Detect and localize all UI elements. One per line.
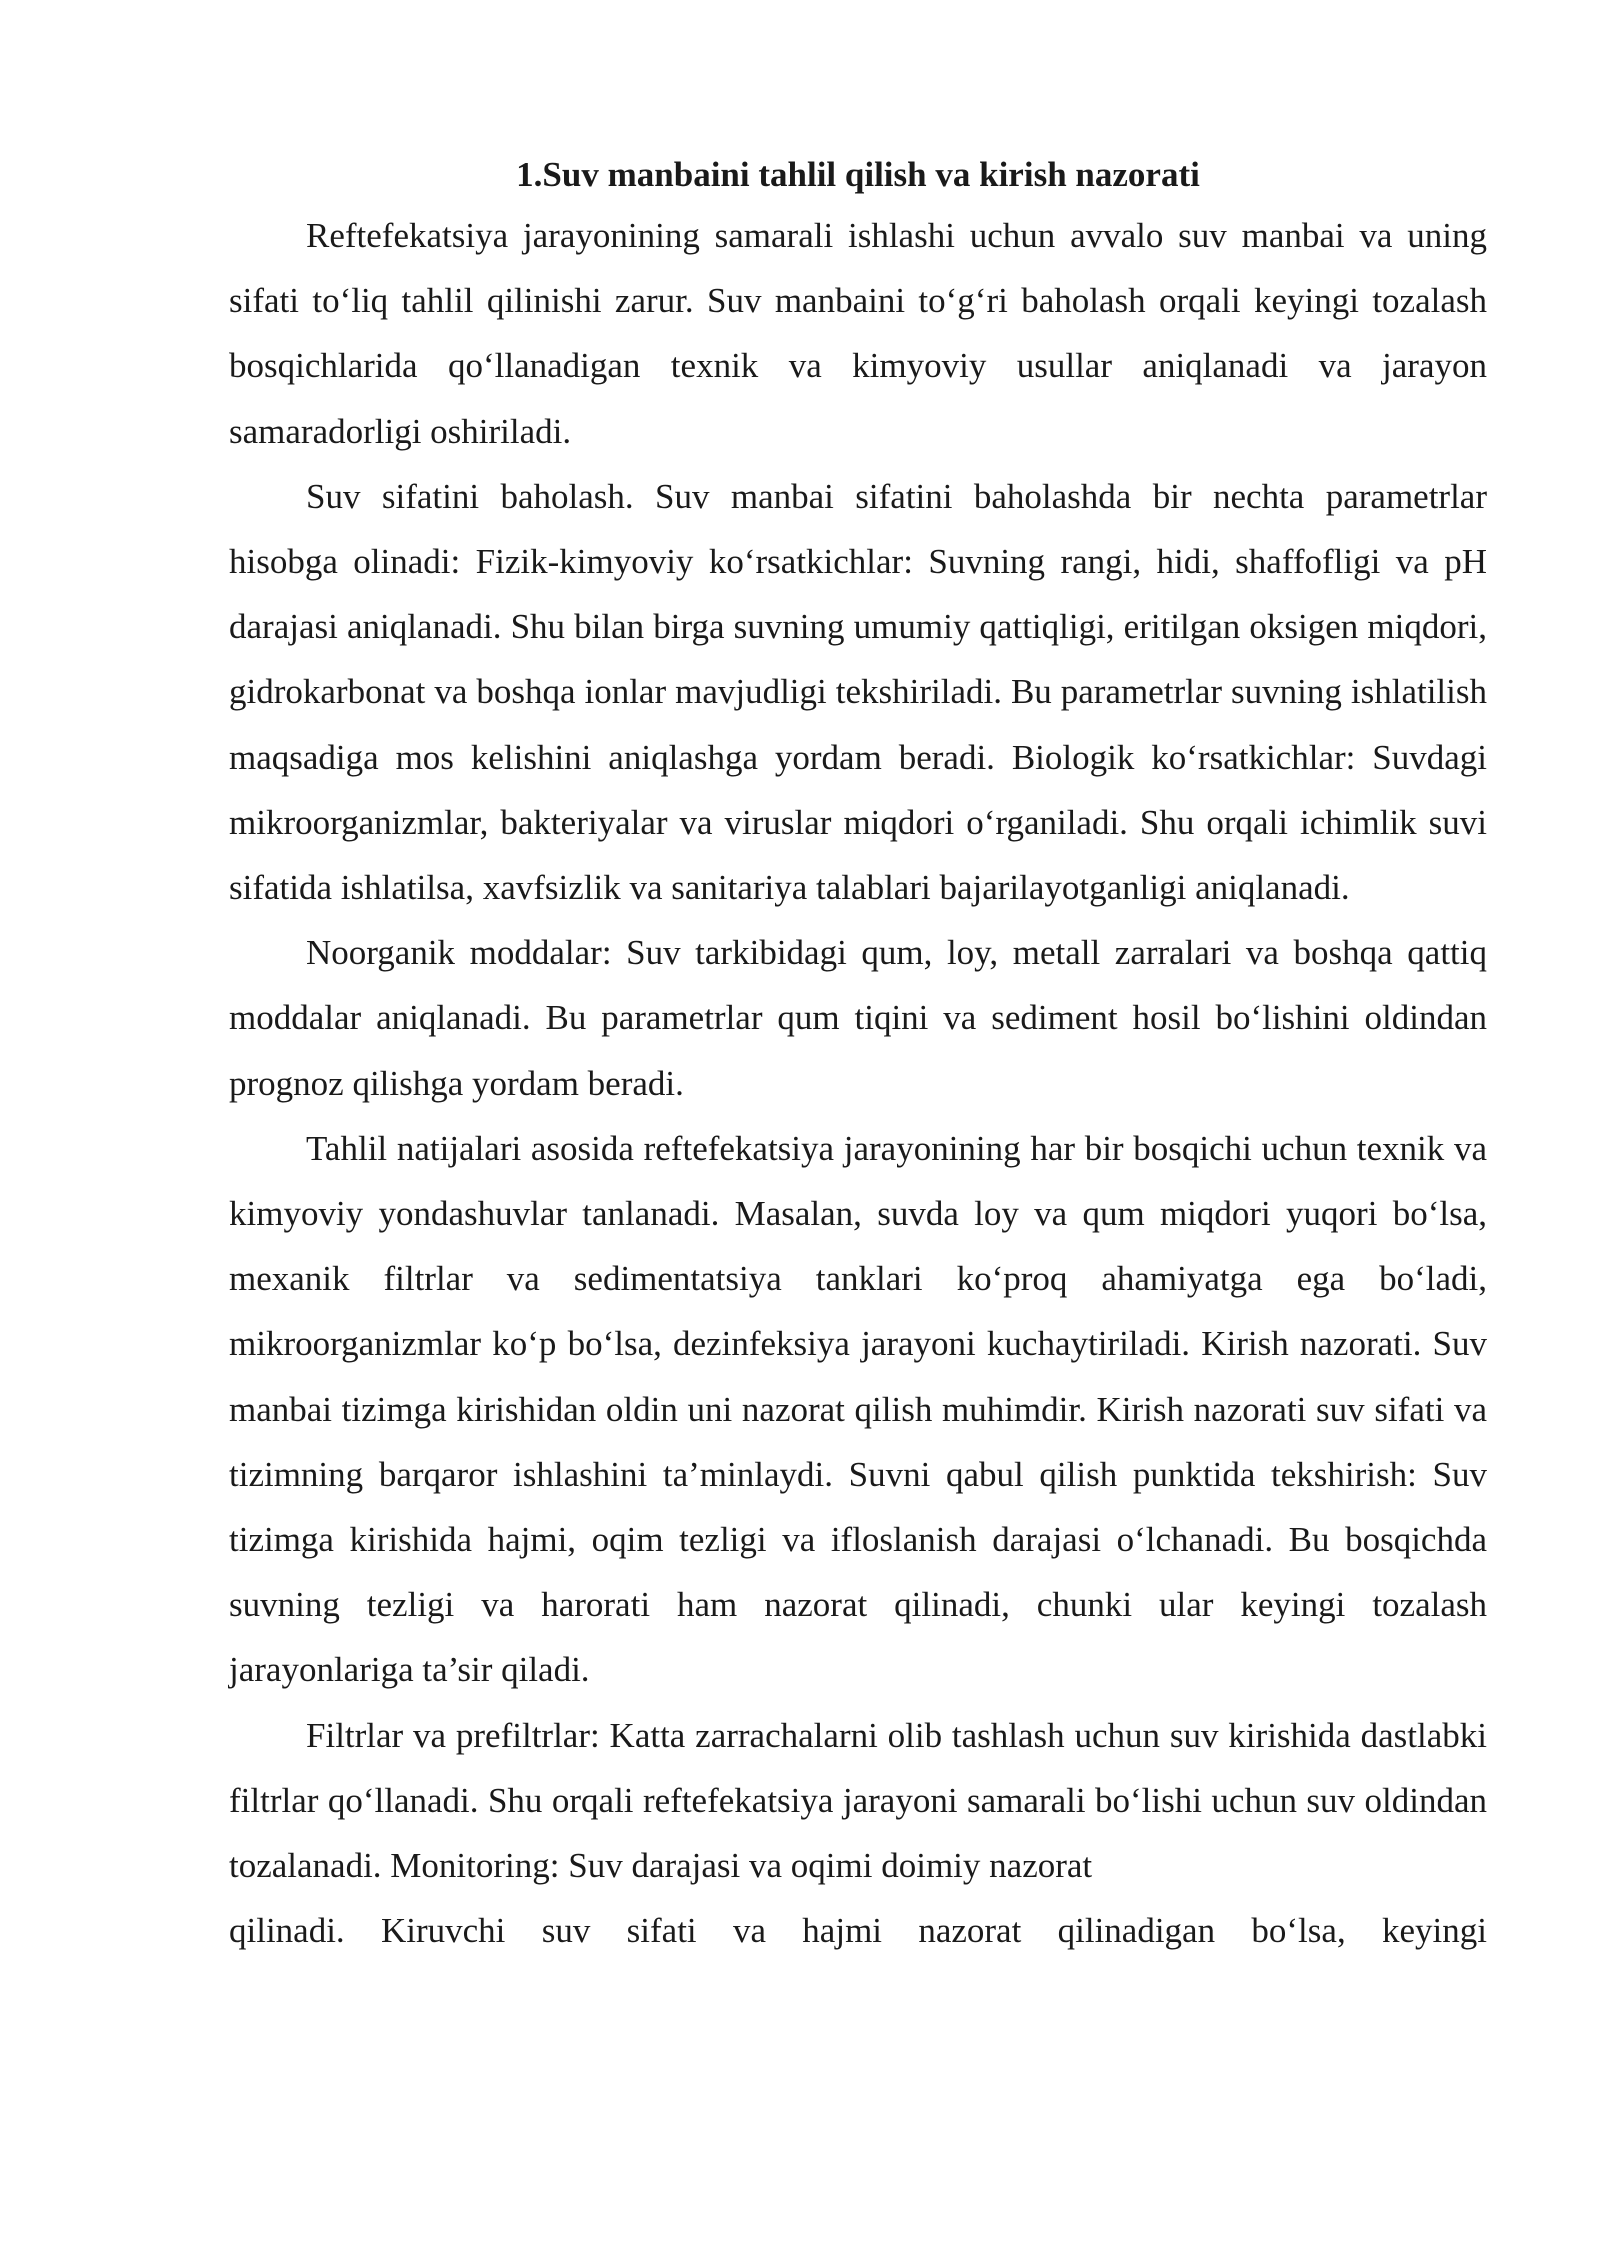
paragraph-filters-and-prefilters [229, 1703, 1487, 1964]
paragraph-inorganic-substances: Noorganik moddalar: Suv tarkibidagi qum, loy, metall zarralari va boshqa qattiq moddalar aniqlanadi. Bu parametrlar qum tiqini va sediment hosil bo‘lishini oldindan prognoz qilishga yordam beradi. [229, 933, 1487, 1103]
paragraph-intro: Reftefekatsiya jarayonining samarali ishlashi uchun avvalo suv manbai va uning sifati to‘liq tahlil qilinishi zarur. Suv manbaini to‘g‘ri baholash orqali keyingi tozalash bosqichlarida qo‘llanadigan texnik va kimyoviy usullar aniqlanadi va jarayon samaradorligi oshiriladi. [229, 216, 1487, 451]
paragraph-continuation-line: qilinadi. Kiruvchi suv sifati va hajmi nazorat qilinadigan bo‘lsa, keyingi [229, 1911, 1487, 1951]
document-body [229, 150, 1487, 1963]
paragraph-filters-body: Filtrlar va prefiltrlar: Katta zarrachalarni olib tashlash uchun suv kirishida dastlabki filtrlar qo‘llanadi. Shu orqali reftefekatsiya jarayoni samarali bo‘lishi uchun suv oldindan tozalanadi. Monitoring: Suv darajasi va oqimi doimiy nazorat [229, 1715, 1487, 1886]
paragraph-water-quality-assessment: Suv sifatini baholash. Suv manbai sifatini baholashda bir nechta parametrlar hisobga olinadi: Fizik-kimyoviy ko‘rsatkichlar: Suvning rangi, hidi, shaffofligi va pH darajasi aniqlanadi. Shu bilan birga suvning umumiy qattiqligi, eritilgan oksigen miqdori, gidrokarbonat va boshqa ionlar mavjudligi tekshiriladi. Bu parametrlar suvning ishlatilish maqsadiga mos kelishini aniqlashga yordam beradi. Biologik ko‘rsatkichlar: Suvdagi mikroorganizmlar, bakteriyalar va viruslar miqdori o‘rganiladi. Shu orqali ichimlik suvi sifatida ishlatilsa, xavfsizlik va sanitariya talablari bajarilayotganligi aniqlanadi. [229, 476, 1487, 908]
section-heading: 1.Suv manbaini tahlil qilish va kirish nazorati [516, 155, 1200, 194]
paragraph-analysis-results: Tahlil natijalari asosida reftefekatsiya jarayonining har bir bosqichi uchun texnik va kimyoviy yondashuvlar tanlanadi. Masalan, suvda loy va qum miqdori yuqori bo‘lsa, mexanik filtrlar va sedimentatsiya tanklari ko‘proq ahamiyatga ega bo‘ladi, mikroorganizmlar ko‘p bo‘lsa, dezinfeksiya jarayoni kuchaytiriladi. Kirish nazorati. Suv manbai tizimga kirishidan oldin uni nazorat qilish muhimdir. Kirish nazorati suv sifati va tizimning barqaror ishlashini ta’minlaydi. Suvni qabul qilish punktida tekshirish: Suv tizimga kirishida hajmi, oqim tezligi va ifloslanish darajasi o‘lchanadi. Bu bosqichda suvning tezligi va harorati ham nazorat qilinadi, chunki ular keyingi tozalash jarayonlariga ta’sir qiladi. [229, 1128, 1487, 1690]
